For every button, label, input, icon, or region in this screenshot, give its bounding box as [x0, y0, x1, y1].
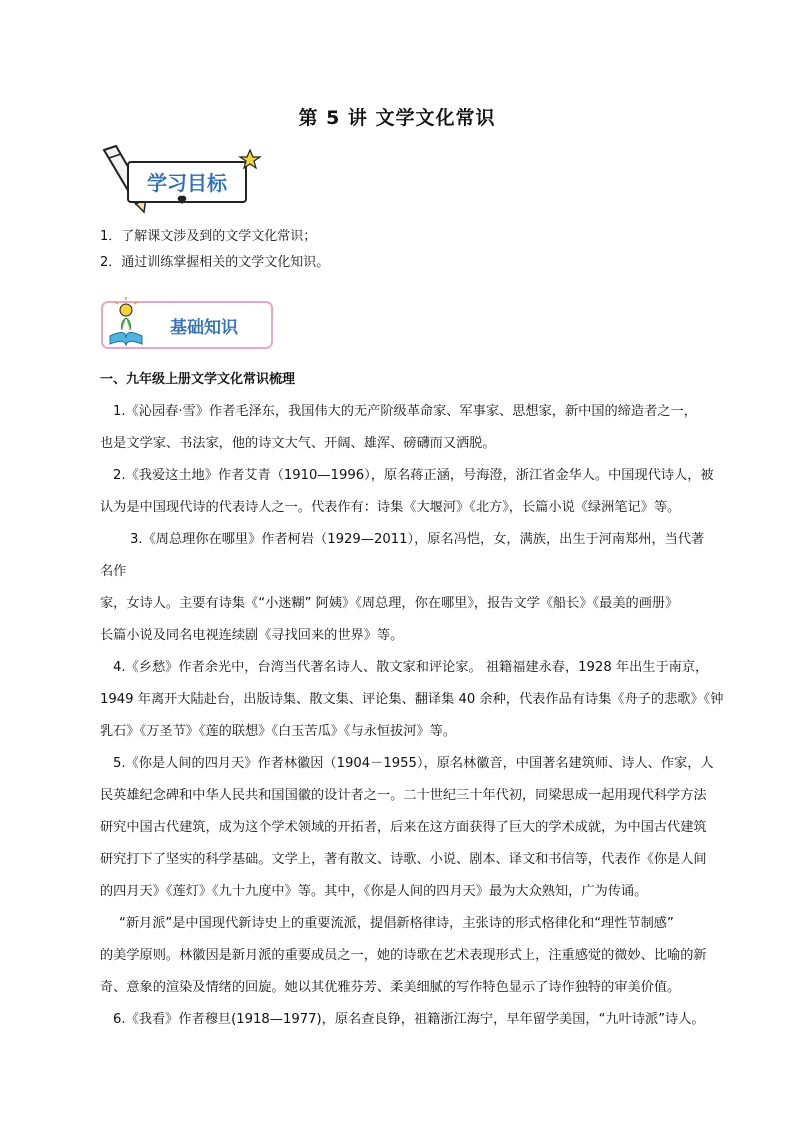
text-line: 长篇小说及同名电视连续剧《寻找回来的世界》等。 [100, 628, 404, 643]
goal-item-1: 1．了解课文涉及到的文学文化常识； [100, 229, 317, 244]
text-line: 6.《我看》作者穆旦(1918—1977)，原名查良铮，祖籍浙江海宁，早年留学美国，“九叶诗派”诗人。 [113, 1012, 705, 1027]
text-line: “新月派”是中国现代新诗史上的重要流派，提倡新格律诗，主张诗的形式格律化和“理性节制感” [119, 916, 674, 931]
text-line: 乳石》《万圣节》《莲的联想》《白玉苦瓜》《与永恒拔河》等。 [100, 724, 457, 739]
page-title: 第 5 讲 文学文化常识 [298, 107, 496, 129]
learning-goals-label: 学习目标 [147, 171, 227, 195]
text-line: 2.《我爱这土地》作者艾青（1910—1996），原名蒋正涵，号海澄，浙江省金华人。中国现代诗人，被 [113, 468, 714, 483]
text-line: 3.《周总理你在哪里》作者柯岩（1929—2011），原名冯恺，女，满族，出生于河南郑州，当代著 [130, 532, 705, 547]
text-line: 4.《乡愁》作者余光中，台湾当代著名诗人、散文家和评论家。 祖籍福建永春，1928 年出生于南京， [113, 660, 709, 675]
text-line: 也是文学家、书法家，他的诗文大气、开阔、雄浑、磅礴而又洒脱。 [100, 436, 496, 451]
text-line: 奇、意象的渲染及情绪的回旋。她以其优雅芬芳、柔美细腻的写作特色显示了诗作独特的审美价值。 [100, 980, 681, 995]
text-line: 家，女诗人。主要有诗集《“小迷糊” 阿姨》《周总理，你在哪里》，报告文学《船长》《最美的画册》 [100, 596, 679, 611]
basic-knowledge-badge [100, 296, 276, 354]
text-line: 的美学原则。林徽因是新月派的重要成员之一，她的诗歌在艺术表现形式上，注重感觉的微妙、比喻的新 [100, 948, 707, 963]
goal-item-2: 2．通过训练掌握相关的文学文化知识。 [100, 255, 330, 270]
text-line: 民英雄纪念碑和中华人民共和国国徽的设计者之一。二十世纪三十年代初，同梁思成一起用现代科学方法 [100, 788, 707, 803]
text-line: 1.《沁园春·雪》作者毛泽东，我国伟大的无产阶级革命家、军事家、思想家，新中国的缔造者之一， [113, 404, 697, 419]
text-line: 研究打下了坚实的科学基础。文学上，著有散文、诗歌、小说、剧本、译文和书信等，代表作《你是人间 [100, 852, 707, 867]
text-line: 的四月天》《莲灯》《九十九度中》等。其中，《你是人间的四月天》最为大众熟知，广为传诵。 [100, 884, 648, 899]
text-line: 研究中国古代建筑，成为这个学术领域的开拓者，后来在这方面获得了巨大的学术成就，为中国古代建筑 [100, 820, 707, 835]
text-line: 名作 [100, 564, 127, 579]
text-line: 认为是中国现代诗的代表诗人之一。代表作有：诗集《大堰河》《北方》，长篇小说《绿洲笔记》等。 [100, 500, 681, 515]
section-heading: 一、九年级上册文学文化常识梳理 [100, 372, 296, 387]
text-line: 5.《你是人间的四月天》作者林徽因（1904－1955），原名林徽音，中国著名建筑师、诗人、作家，人 [113, 756, 714, 771]
learning-goals-badge [98, 142, 268, 214]
text-line: 1949 年离开大陆赴台，出版诗集、散文集、评论集、翻译集 40 余种，代表作品有诗集《舟子的悲歌》《钟 [100, 692, 724, 707]
basic-knowledge-label: 基础知识 [170, 318, 238, 338]
